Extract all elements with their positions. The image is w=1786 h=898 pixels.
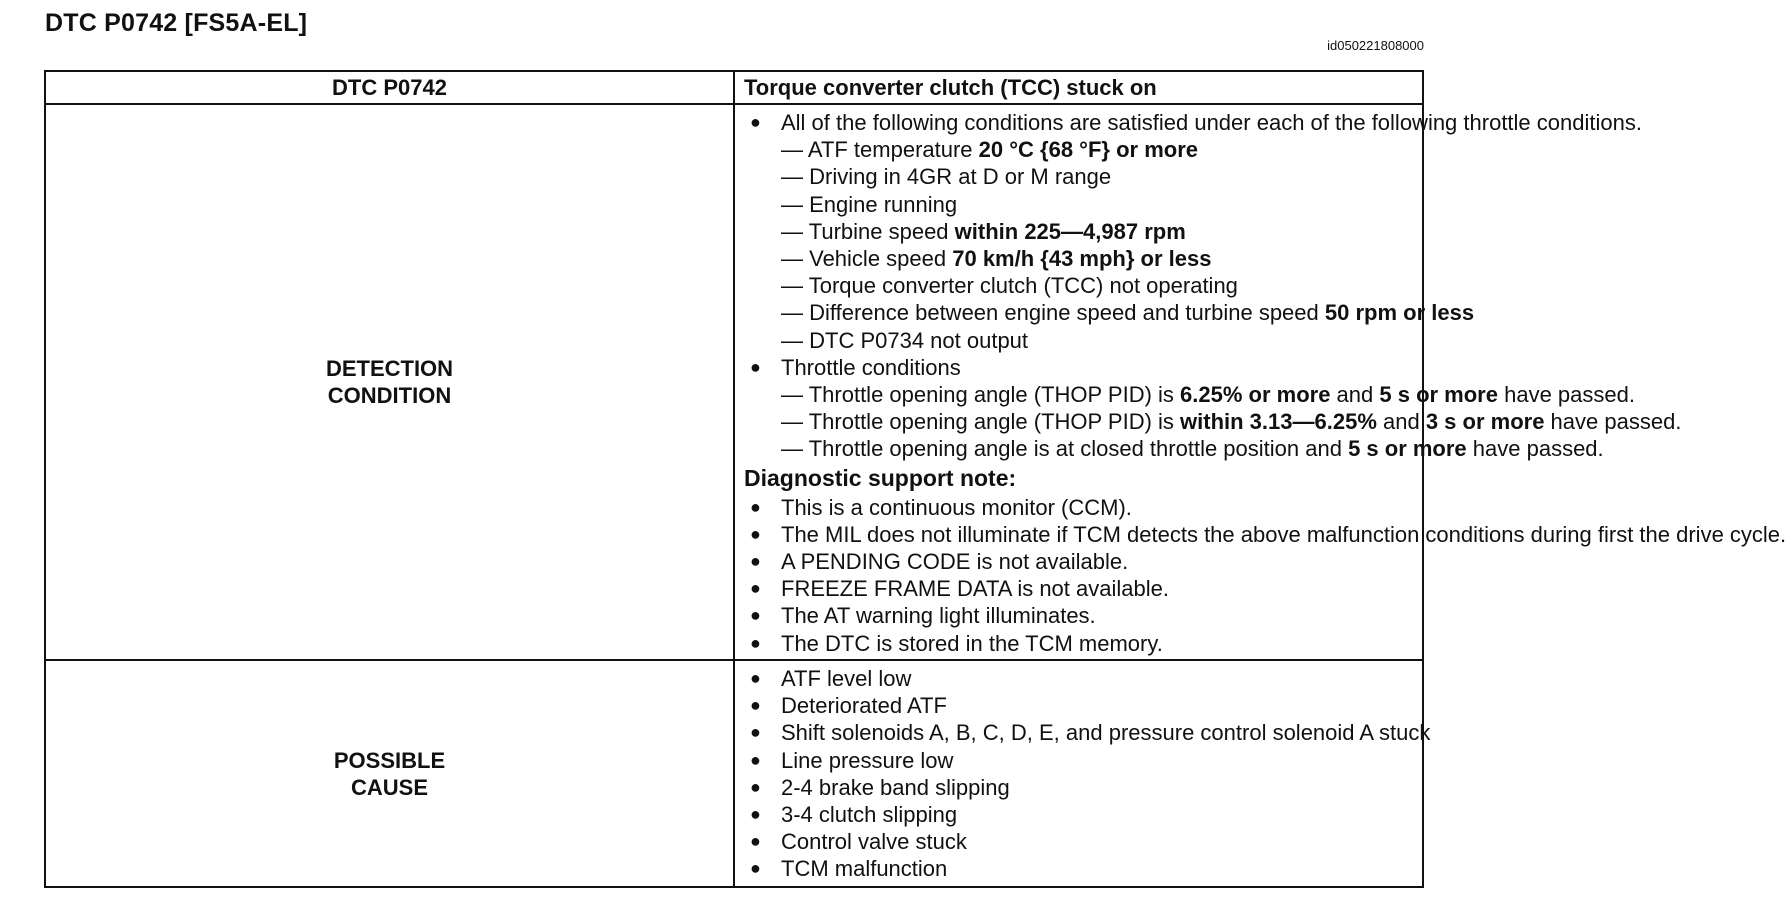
support-note-item: ● This is a continuous monitor (CCM). — [744, 494, 1414, 521]
support-note-item: ● The DTC is stored in the TCM memory. — [744, 630, 1414, 657]
list-item — [744, 109, 1642, 136]
list-item — [744, 354, 1414, 381]
bullet-icon: ● — [750, 356, 761, 377]
cause-item: ● Shift solenoids A, B, C, D, E, and pressure control solenoid A stuck — [744, 719, 1414, 746]
cause-item: ● Line pressure low — [744, 747, 1414, 774]
cause-item: ● 2-4 brake band slipping — [744, 774, 1414, 801]
page-title: DTC P0742 [FS5A-EL] — [45, 9, 308, 37]
bullet-icon: ● — [750, 831, 761, 852]
dtc-table — [44, 70, 1786, 888]
bullet-icon: ● — [750, 749, 761, 770]
condition-item: — Torque converter clutch (TCC) not operating — [781, 273, 1238, 299]
bullet-icon: ● — [750, 858, 761, 879]
condition-item: — ATF temperature 20 °C {68 °F} or more — [781, 137, 1199, 163]
condition-item: — Difference between engine speed and turbine speed 50 rpm or less — [781, 300, 1475, 326]
bullet-icon: ● — [750, 496, 761, 517]
support-note-item: ● FREEZE FRAME DATA is not available. — [744, 575, 1414, 602]
bullet-icon: ● — [750, 551, 761, 572]
detection-label-line2: CONDITION — [327, 383, 452, 408]
dtc-code-cell: DTC P0742 — [45, 71, 734, 104]
bullet-icon: ● — [750, 112, 761, 132]
throttle-condition-item: — Throttle opening angle is at closed throttle position and 5 s or more have passed. — [781, 436, 1604, 462]
support-note-item: ● A PENDING CODE is not available. — [744, 548, 1414, 575]
detection-label-line1: DETECTION — [325, 356, 454, 381]
throttle-condition-item: — Throttle opening angle (THOP PID) is within 3.13—6.25% and 3 s or more have passed. — [781, 409, 1682, 435]
detection-condition-row — [45, 104, 1423, 660]
throttle-condition-item: — Throttle opening angle (THOP PID) is 6.25% or more and 5 s or more have passed. — [781, 382, 1635, 408]
bullet-icon: ● — [750, 804, 761, 825]
condition-item: — Vehicle speed 70 km/h {43 mph} or less — [781, 246, 1212, 272]
dtc-description-cell: Torque converter clutch (TCC) stuck on — [734, 71, 1423, 104]
possible-cause-label — [45, 660, 734, 887]
bullet-icon: ● — [750, 523, 761, 544]
detection-condition-label — [45, 104, 734, 660]
condition-item: — Engine running — [781, 191, 958, 217]
condition-item: — Driving in 4GR at D or M range — [781, 164, 1112, 190]
bullet-icon: ● — [750, 578, 761, 599]
cause-item: ● 3-4 clutch slipping — [744, 801, 1414, 828]
bullet-icon: ● — [750, 776, 761, 797]
possible-cause-row — [45, 660, 1423, 887]
cause-item: ● ATF level low — [744, 665, 1414, 692]
cause-label-line1: POSSIBLE — [333, 747, 446, 773]
intro-text: All of the following conditions are satisfied under each of the following throttle conditions. — [781, 110, 1642, 135]
possible-cause-content — [734, 660, 1431, 887]
bullet-icon: ● — [750, 722, 761, 743]
bullet-icon: ● — [750, 695, 761, 716]
support-note-heading: Diagnostic support note: — [744, 464, 1017, 491]
support-note-item: ● The MIL does not illuminate if TCM detects the above malfunction conditions during first the drive cycle. — [744, 521, 1414, 548]
throttle-heading: Throttle conditions — [781, 354, 961, 380]
condition-item: — Turbine speed within 225—4,987 rpm — [781, 218, 1186, 244]
cause-label-line2: CAUSE — [350, 774, 428, 800]
bullet-icon: ● — [750, 632, 761, 653]
bullet-icon: ● — [750, 605, 761, 626]
support-note-item: ● The AT warning light illuminates. — [744, 602, 1414, 629]
bullet-icon: ● — [750, 668, 761, 688]
table-header-row — [45, 71, 1423, 104]
cause-item: ● TCM malfunction — [744, 855, 1414, 882]
cause-item: ● Control valve stuck — [744, 828, 1414, 855]
detection-condition-content — [734, 104, 1786, 660]
document-id: id050221808000 — [1327, 38, 1424, 53]
condition-item: — DTC P0734 not output — [781, 327, 1029, 353]
cause-item: ● Deteriorated ATF — [744, 692, 1414, 719]
